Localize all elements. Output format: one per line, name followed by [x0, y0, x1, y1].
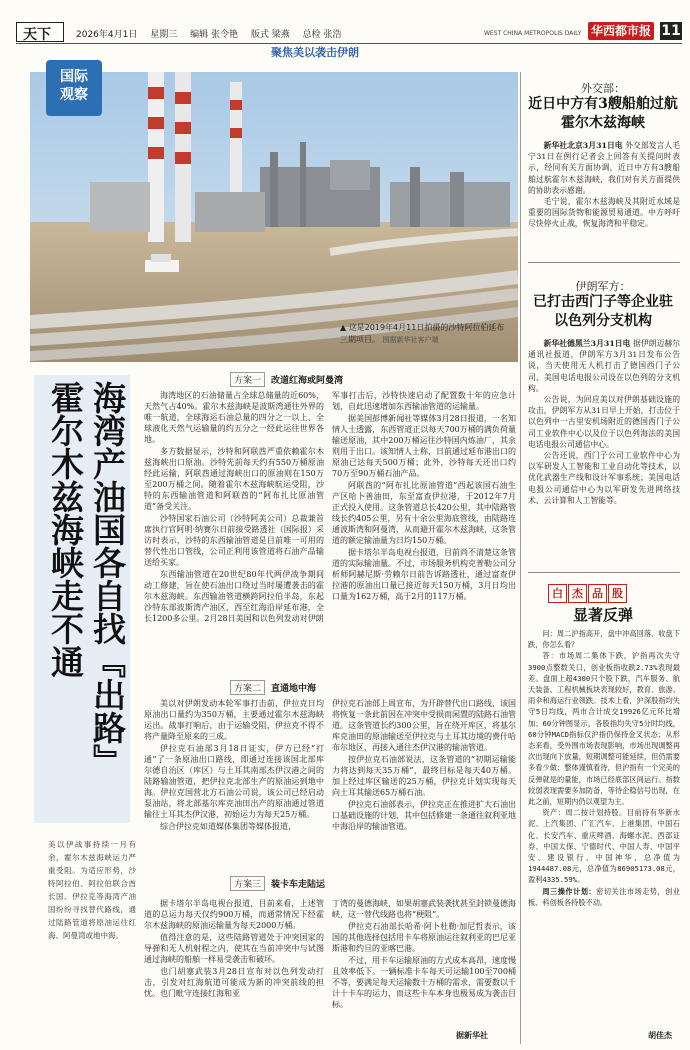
story2-dateline: 新华社德黑兰3月31日电 — [543, 339, 631, 348]
plan3-col2: 丁湾的曼德海峡，如果胡塞武装袭扰甚至封锁曼德海峡，这一替代线路也将“梗阻”。 伊拉克石油部长哈希·阿卜杜勒·加尼哲表示，该国的其他选择包括用卡车将原油运往叙利亚的巴尼亚斯港和约旦的亚喀巴港。 不过，用卡车运输原油的方式成本高昂，速度慢且效率低下。一辆标准卡车每天可运输100至700桶不等，要满足每天运输数十万桶的需求，需要数以千计十卡车的运力，而这些卡车本身也极易成为袭击目标。 — [332, 899, 516, 1009]
proof-credit: 总检 张浩 — [302, 30, 342, 40]
issue-weekday: 星期三 — [150, 30, 178, 40]
masthead-logo: 华西都市报 — [588, 22, 654, 40]
plan1-col2: 军事打击后，沙特快速启动了配置数十年的应急计划，自此迅速增加东西输油管道的运输量。 据美国彭博新闻社等媒体3月28日报道，一名知情人士透露，东西管道正以每天700万桶的满负荷量输送原油，其中200万桶运往沙特国内炼油厂，其余则用于出口。该知情人士称，日前通过延布港出口的原油已达每天500万桶；此外，沙特每天还出口约70万至90万桶石油产品。 阿联酋的“阿布扎比原油管道”西起该国石油生产区哈卜善油田，东至富查伊拉港，于2012年7月正式投入使用。这条管道总长420公里，其中陆路管线长约405公里，另有十余公里海底管线，由陆路连通波斯湾和阿曼湾，从而避开霍尔木兹海峡，这条管道的额定输油量为日均150万桶。 据卡塔尔半岛电视台报道，目前尚不清楚这条管道的实际输油量。不过，市场服务机构克普勒公司分析师阿赫尼斯·劳赖尔日前告诉路透社，通过富查伊拉港的原油出口量已接近每天150万桶，3月日均出口量为162万桶，高于2月的117万桶。 — [332, 391, 516, 601]
main-headline — [34, 375, 130, 823]
story2-title: 已打击西门子等企业驻以色列分支机构 — [533, 294, 673, 329]
plan2-col1: 美以对伊朗发动本轮军事打击前，伊拉克日均原油出口量约为350万桶，主要通过霍尔木兹海峡运出。战事打响后，由于运输受阻，伊拉克不得不将产量降至原来的三成。 伊拉克石油部3月18日证实，伊方已经“打通”了一条原油出口路线，即通过连接该国北部库尔德自治区（库区）与土耳其南部杰伊汉港之间的陆路输油管道，把伊拉克北部生产的原油运到地中海。伊拉克国营北方石油公司说，该公司已经启动泵油站，将北部基尔库克油田出产的原油通过管道输往土耳其杰伊汉港，初始运力为每天25万桶。 综合伊拉克如道媒体集团等媒体报道， — [144, 699, 324, 831]
issue-meta — [76, 27, 352, 40]
plan3-heading: 方案三 装卡车走陆运 — [230, 876, 325, 892]
column-logo: 白 杰 品 股 — [548, 582, 628, 604]
page-header — [0, 0, 690, 46]
refinery-photo — [30, 72, 518, 362]
story1-body: 新华社北京3月31日电 外交部发言人毛宁31日在例行记者会上回答有关提问时表示，经同有关方面协调，近日中方有3艘船舶过航霍尔木兹海峡，我们对有关方面提供的协助表示感谢。 毛宁说，霍尔木兹海峡及其附近水域是重要的国际货物和能源贸易通道。中方呼吁尽快停火止战，恢复海湾和平稳定。 — [528, 141, 681, 229]
layout-credit: 版式 梁燕 — [250, 30, 290, 40]
section-label: 天下 — [16, 22, 64, 42]
topic-banner: 聚焦美以袭击伊朗 — [271, 46, 359, 59]
column-title: 显著反弹 — [572, 606, 633, 624]
column-author: 胡佳杰 — [648, 1031, 672, 1040]
column-divider-2 — [528, 572, 680, 573]
story2-body: 新华社德黑兰3月31日电 据伊朗迈赫尔通讯社报道，伊朗军方3月31日发布公告说，当天使用无人机打击了德国西门子公司、美国电话电报公司设在以色列的分支机构。 公告说，为回应美以对伊朗基础设施的攻击，伊朗军方从31日早上开始，打击位于以色列中一古里安机场附近的德国西门子公司工业软件中心以及位于以色列海法的美国电话电报公司通信中心。 公告还说，西门子公司工业软件中心为以军研发人工智能和工业自动化等技术，以优化武器生产线和设计军事系统；美国电话电报公司通信中心为以军研发先进网络技术、云计算和人工智能等。 — [528, 339, 681, 505]
column-divider — [520, 72, 521, 1044]
story-divider — [528, 262, 680, 263]
photo-caption: ▲ 这是2019年4月11日拍摄的沙特阿拉伯延布三期项目。 图据新华社客户端 — [340, 323, 505, 344]
story1-dateline: 新华社北京3月31日电 — [543, 141, 623, 150]
column-body: 问：周二沪指高开，盘中冲高回落，收盘下跌，你怎么看？ 答：市场周二集体下跌，沪指再次失守3900点整数关口，创业板指收跌2.73%表现最差。盘面上超4300只个股下跌，汽车服务、航天装备、工程机械板块表现较好，教育、旅游、雨伞和海运行业领跌。技术上看，沪深股指均失守5日均线，两市合计成交19926亿元环比增加；60分钟图显示，各股指均失守5分时均线，60分钟MACD指标仅沪指仍保持金叉状态；从形态来看，受外围市场表现影响，市场出现调整再次出现向下放量，短期调整可能延续，但仍需要多看少做；整体谨慎看待，但沪指有一个完美的反弹就是的量能，市场已经底部区间运行。指数较弱表现需要多加防备，等待企稳信号出现，在此之前，短期内仍以观望为主。 资产：周二按计划持股。目前持有华新水泥、上汽集团、广汇汽车、上港集团、中国石化、长安汽车、重庆啤酒、海螺水泥、西部证券、中国太保、宁德时代、中国人寿、中国平安、建设银行、中国神华，总净值为1944487.08元，总净值为86905173.08元，盈利4335.59%。 周三操作计划：密切关注市场走势，创业板、科创板各持股不动。 — [528, 629, 680, 907]
caption-marker-icon: ▲ — [340, 323, 349, 332]
story2-kicker: 伊朗军方： — [575, 280, 631, 293]
story1-kicker: 外交部： — [581, 82, 625, 95]
article-lede: 美以伊战事持续一月有余，霍尔木兹海峡运力严重受阻。为适应形势，沙特阿拉伯、阿拉伯联合酋长国、伊拉克等海湾产油国纷纷寻找替代路线，通过陆路管道将原油运往红海、阿曼湾或地中海。 — [48, 840, 136, 940]
feature-badge: 国际 观察 — [46, 60, 102, 116]
plan2-col2: 伊拉克石油部上周宣布，为开辟替代出口路线，该国将恢复一条此前因在冲突中受损而闲置的陆路石油管道。这条管道长约300公里，旨在绕开库区，将基尔库克油田的原油输送至伊拉克与土耳其边境的费什哈布尔地区，再接入通往杰伊汉港的输油管道。 按伊拉克石油部说法，这条管道的“初期运输能力将达到每天35万桶”，最终目标是每天40万桶。加上经过库区输送的25万桶，伊拉克计划实现每天向土耳其输送65万桶石油。 伊拉克石油部表示，伊拉克正在推进扩大石油出口基础设施的计划，其中包括修建一条通往叙利亚地中海沿岸的输油管道。 — [332, 699, 516, 831]
issue-date: 2026年4月1日 — [76, 30, 138, 40]
story1-title: 近日中方有3艘船舶过航霍尔木兹海峡 — [528, 96, 678, 131]
article-source: 据新华社 — [456, 1031, 488, 1040]
plan1-heading: 方案一 改道红海或阿曼湾 — [230, 372, 343, 388]
paper-name-en: WEST CHINA METROPOLIS DAILY — [484, 30, 582, 37]
headline-line-2: 霍尔木兹海峡走不通 — [46, 381, 85, 678]
photo-credit: 图据新华社客户端 — [382, 336, 439, 344]
editor: 编辑 张令艳 — [190, 30, 238, 40]
page-number: 11 — [661, 23, 681, 39]
plan3-col1: 据卡塔尔半岛电视台报道，目前来看，上述管道的总运力每天仅约900万桶，而通常情况下经霍尔木兹海峡的原油运输量为每天2000万桶。 值得注意的是，这些陆路管道处于冲突国家的导弹和无人机射程之内，使其在当前冲突中与试图通过海峡的船舶一样易受袭击和破坏。 也门胡塞武装3月28日宣布对以色列发动打击，引发对红海航道可能成为新的冲突前线的担忧。也门毗守连接红海和亚 — [144, 899, 324, 998]
plan2-heading: 方案二 直通地中海 — [230, 680, 316, 696]
plan1-col1: 海湾地区的石油储量占全球总储量的近60%，天然气占40%。霍尔木兹海峡是波斯湾通往外界的唯一航道，全球海运石油总量的四分之一以上、全球液化天然气运输量的约五分之一经此运往世界各地。 多方数据显示，沙特和阿联酋严重依赖霍尔木兹海峡出口原油。沙特先前每天约有550万桶原油经此运输，阿联酋通过海峡出口的原油则在150万至200万桶之间。随着霍尔木兹海峡航运受阻，沙特的东西输油管道和阿联酋的“阿布扎比原油管道”备受关注。 沙特国家石油公司（沙特阿美公司）总裁兼首席执行官阿明·纳赛尔日前接受路透社（国际报）采访时表示，沙特的东西输油管道是目前唯一可用的替代性出口管线，公司正利用该管道将石油产品输送给买家。 东西输油管道在20世纪80年代两伊战争期间动工修建，旨在使石油出口绕过当时屡遭袭击的霍尔木兹海峡。东西输油管道横跨阿拉伯半岛，东起沙特东部波斯湾产油区，西至红海沿岸延布港，全长1200多公里。2月28日美国和以色列发动对伊朗 — [144, 391, 324, 623]
headline-line-1: 海湾产油国各自找『出路』 — [88, 381, 127, 777]
